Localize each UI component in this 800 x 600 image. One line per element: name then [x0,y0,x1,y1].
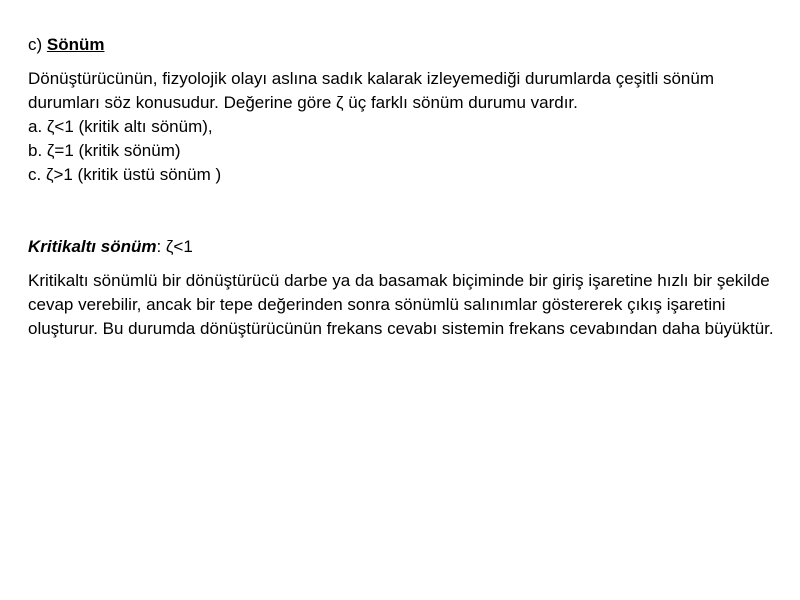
damping-cases-list [28,115,778,187]
damping-case-overdamped: c. ζ>1 (kritik üstü sönüm ) [28,165,222,184]
damping-case-critical: b. ζ=1 (kritik sönüm) [28,141,181,160]
slide-content [28,33,778,341]
damping-intro-paragraph: Dönüştürücünün, fizyolojik olayı aslına sadık kalarak izleyemediği durumlarda çeşitli sönüm durumları söz konusudur. Değerine göre ζ üç farklı sönüm durumu vardır. [28,69,714,112]
underdamped-condition: : ζ<1 [156,237,193,256]
underdamped-label: Kritikaltı sönüm [28,237,157,256]
damping-case-underdamped: a. ζ<1 (kritik altı sönüm), [28,117,213,136]
heading-title: Sönüm [46,35,105,54]
underdamped-paragraph: Kritikaltı sönümlü bir dönüştürücü darbe ya da basamak biçiminde bir giriş işaretine hızlı bir şekilde cevap verebilir, ancak bir tepe değerinden sonra sönümlü salınımlar göstererek çıkış işaretini oluşturur. Bu durumda dönüştürücünün frekans cevabı sistemin frekans cevabından daha büyüktür. [28,271,774,338]
section-heading-underdamped [28,235,778,259]
section-heading-damping [28,33,778,57]
heading-prefix: c) [28,35,47,54]
